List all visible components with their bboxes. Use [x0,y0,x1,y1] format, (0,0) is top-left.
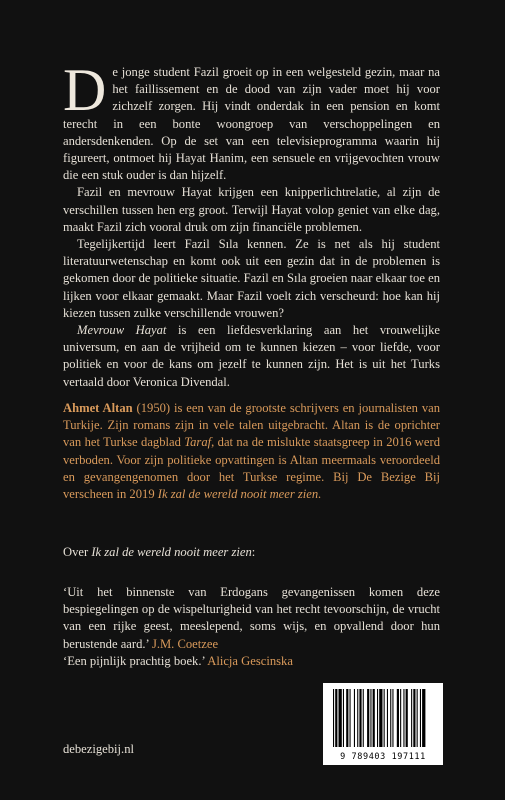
over-prefix: Over [63,545,92,559]
blurb-paragraph-4-text: is een liefdesverklaring aan het vrouwelijke universum, en aan de vrijheid om te kunnen kiezen – voor liefde, voor politiek en voor de kans om jezelf te kunnen zijn. Het is uit het Turks vertaald door Veronica Divendal. [63,323,440,389]
bio-part-1: (1950) is een van de grootste schrijvers en journalisten van Turkije. Zijn romans zijn in vele talen uitgebracht. Altan is de oprichter van het Turkse dagblad [63,401,440,450]
review-quote-coetzee [63,584,440,653]
book-title: Mevrouw Hayat [77,323,167,338]
review-quote-gescinska [63,653,440,670]
over-heading [63,544,440,561]
blurb-paragraph-1 [63,57,440,184]
quote-attribution: Alicja Gescinska [207,654,293,668]
book-blurb [63,57,440,391]
over-book-title: Ik zal de wereld nooit meer zien [91,545,252,559]
blurb-paragraph-1-text: e jonge student Fazil groeit op in een welgesteld gezin, maar na het faillissement en de dood van zijn vader moet hij voor zichzelf zorgen. Hij vindt onderdak in een pension en komt terecht in een bonte woongroep van verschoppelingen en andersdenkenden. Op de set van een televisieprogramma waarin hij figureert, ontmoet hij Hayat Hanim, een sensuele en vrijgevochten vrouw die een stuk ouder is dan hijzelf. [63,65,440,183]
blurb-paragraph-3: Tegelijkertijd leert Fazil Sıla kennen. Ze is net als hij student literatuurwetenschap en komt ook uit een gezin dat in de problemen is gekomen door de politieke situatie. Fazil en Sıla groeien naar elkaar toe en lijken voor elkaar gemaakt. Maar Fazil voelt zich verscheurd: hoe kan hij kiezen tussen zulke verschillende vrouwen? [63,237,440,320]
publisher-website[interactable]: debezigebij.nl [63,742,134,756]
over-suffix: : [251,545,256,559]
previous-book-title: Ik zal de wereld nooit meer zien. [157,487,322,502]
blurb-paragraph-2: Fazil en mevrouw Hayat krijgen een knipperlichtrelatie, al zijn de verschillen tussen hen erg groot. Terwijl Hayat volop geniet van elke dag, maakt Fazil zich vooral druk om zijn financiële problemen. [63,185,440,234]
author-bio [63,400,440,503]
bio-part-2: , dat na de mislukte staatsgreep in 2016 werd verboden. Voor zijn politieke opvattingen is Altan meermaals veroordeeld en gevangengenomen door het Turkse regime. Bij De Bezige Bij verscheen in 2019 [63,435,440,502]
blurb-paragraph-4 [63,322,440,391]
quote-text: ‘Uit het binnenste van Erdogans gevangenissen komen deze bespiegelingen op de wispelturigheid van het recht tevoorschijn, de vrucht van een rijke geest, meeslepend, soms wijs, en opvallend door hun berustende aard.’ [63,585,440,651]
newspaper-name: Taraf [184,435,212,450]
author-name: Ahmet Altan [63,401,133,415]
author-bio-text [63,400,440,503]
drop-cap: D [63,57,107,123]
quote-attribution: J.M. Coetzee [151,636,219,651]
isbn-number: 9 789403 197111 [340,752,426,762]
isbn-barcode [323,683,443,765]
barcode-bars-icon [323,683,443,753]
quote-text: ‘Een pijnlijk prachtig boek.’ [63,654,205,668]
